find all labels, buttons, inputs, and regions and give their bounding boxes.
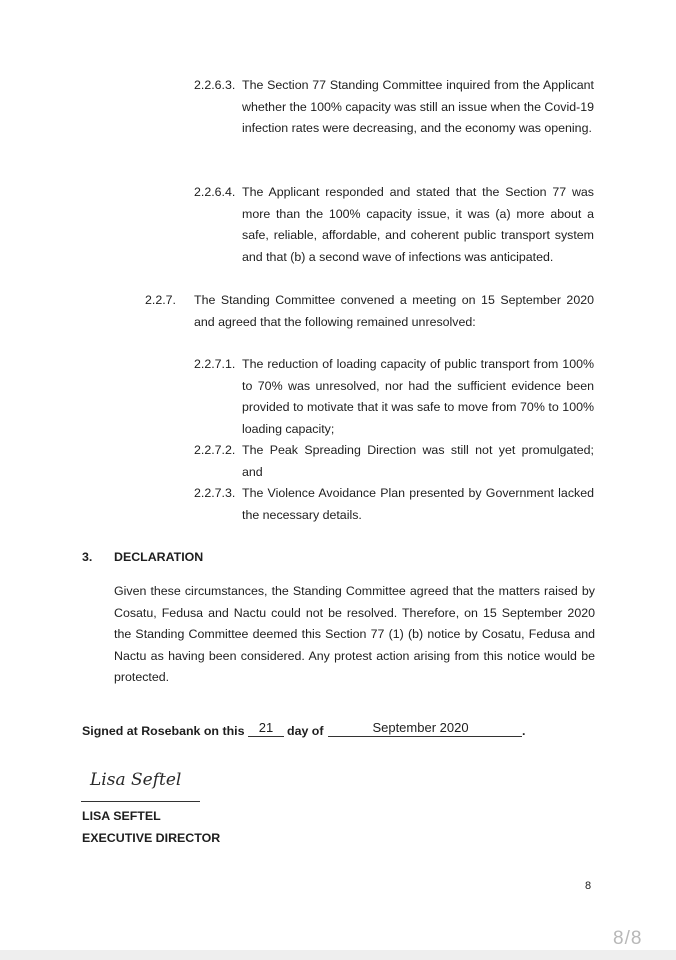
signature-line	[81, 795, 200, 802]
day-value: 21	[258, 720, 274, 735]
handwritten-signature: Lisa Seftel	[90, 770, 182, 790]
month-year-value: September 2020	[372, 720, 469, 735]
signatory-name: LISA SEFTEL	[82, 809, 161, 823]
viewer-footer-bar	[0, 950, 676, 960]
clause-number: 2.2.7.3.	[194, 486, 236, 500]
clause-number: 2.2.7.2.	[194, 443, 236, 457]
signed-at-label: Signed at Rosebank on this	[82, 724, 245, 738]
clause-number: 2.2.6.4.	[194, 185, 236, 199]
sentence-end: .	[522, 724, 526, 738]
page-number: 8	[585, 880, 592, 892]
day-of-label: day of	[287, 724, 324, 738]
declaration-text: Given these circumstances, the Standing Committee agreed that the matters raised by Cosatu, Fedusa and Nactu could not be resolved. Therefore, on 15 September 2020 the Standing Committee deemed this Section 77 (1) (b) notice by Cosatu, Fedusa and Nactu as having been considered. Any protest action arising from this notice would be protected.	[114, 584, 595, 684]
section-heading: DECLARATION	[114, 550, 204, 564]
clause-number: 2.2.6.3.	[194, 78, 236, 92]
clause-text: The Applicant responded and stated that the Section 77 was more than the 100% capacity issue, it was (a) more about a safe, reliable, affordable, and coherent public transport system and that (b) a second wave of infections was anticipated.	[242, 185, 594, 264]
clause-number: 2.2.7.1.	[194, 357, 236, 371]
clause-text: The Standing Committee convened a meeting on 15 September 2020 and agreed that the following remained unresolved:	[194, 293, 594, 329]
page-indicator: 8/8	[613, 928, 643, 949]
clause-text: The Section 77 Standing Committee inquired from the Applicant whether the 100% capacity was still an issue when the Covid-19 infection rates were decreasing, and the economy was opening.	[242, 78, 594, 135]
clause-text: The Violence Avoidance Plan presented by Government lacked the necessary details.	[242, 486, 594, 522]
clause-text: The Peak Spreading Direction was still not yet promulgated; and	[242, 443, 594, 479]
clause-text: The reduction of loading capacity of public transport from 100% to 70% was unresolved, nor had the sufficient evidence been provided to motivate that it was safe to move from 70% to 100% loading capacity;	[242, 357, 594, 436]
clause-number: 2.2.7.	[145, 293, 177, 307]
section-number: 3.	[82, 550, 93, 564]
signatory-title: EXECUTIVE DIRECTOR	[82, 831, 221, 845]
